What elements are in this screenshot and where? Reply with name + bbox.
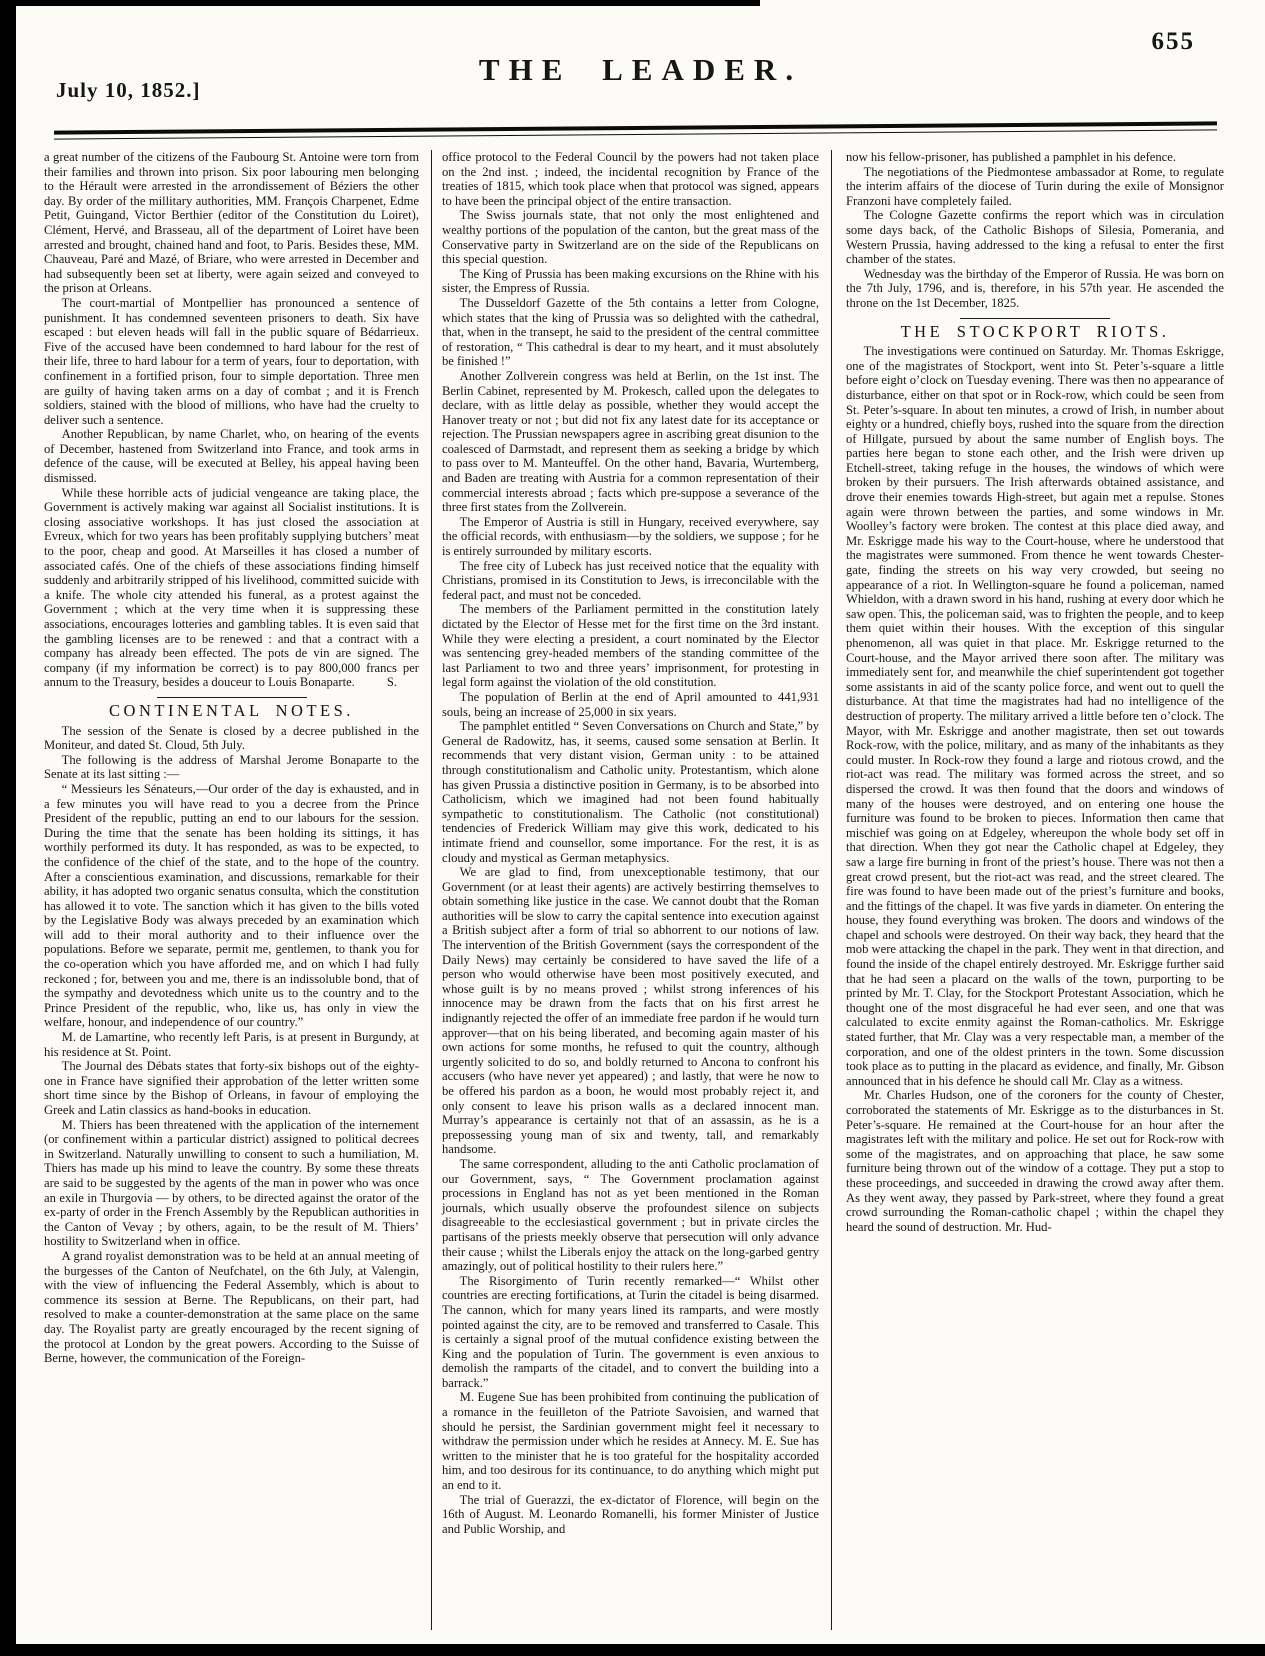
column-1: [40, 150, 432, 1630]
section-divider-rule: [157, 697, 307, 698]
paragraph: The population of Berlin at the end of April amounted to 441,931 souls, being an increase of 25,000 in six years.: [442, 689, 819, 719]
column-layout: [16, 150, 1265, 1630]
paragraph: Wednesday was the birthday of the Emperor of Russia. He was born on the 7th July, 1796, and is, therefore, in his 57th year. He ascended the throne on the 1st December, 1825.: [846, 266, 1224, 310]
masthead-title: THE LEADER.: [478, 52, 803, 87]
masthead-rule: [54, 121, 1217, 139]
scan-edge-left: [0, 0, 16, 1656]
paragraph: The Cologne Gazette confirms the report which was in circulation some days back, of the Catholic Bishops of Silesia, Pomerania, and Western Prussia, having addressed to the king a refusal to enter the first chamber of the states.: [846, 208, 1224, 267]
paragraph: The Risorgimento of Turin recently remarked—“ Whilst other countries are erecting fortifications, at Turin the citadel is being disarmed. The cannon, which for many years lined its ramparts, and were mostly pointed against the city, are to be removed and transferred to Casale. This is certainly a signal proof of the mutual confidence existing between the King and the population of Turin. The government is even anxious to demolish the ramparts of the citadel, and to convert the building into a barrack.”: [442, 1273, 819, 1390]
paragraph: The Dusseldorf Gazette of the 5th contains a letter from Cologne, which states that the king of Prussia was so delighted with the cathedral, that, when in the transept, he said to the president of the central committee of restoration, “ This cathedral is dear to my heart, and it must absolutely be finished !”: [442, 295, 819, 369]
column-2: [432, 150, 832, 1630]
section-divider-rule: [960, 318, 1110, 319]
paragraph: The Journal des Débats states that forty-six bishops out of the eighty-one in France have signified their approbation of the letter written some short time since by the Bishop of Orleans, in favour of employing the Greek and Latin classics as hand-books in education.: [44, 1059, 419, 1117]
paragraph: The members of the Parliament permitted in the constitution lately dictated by the Elector of Hesse met for the first time on the 3rd instant. While they were electing a president, a court nominated by the Elector was sentencing grey-headed members of the standing committee of the last Parliament to two and three years’ imprisonment, for protesting in legal form against the violation of the old constitution.: [442, 602, 819, 690]
paragraph: M. Thiers has been threatened with the application of the internement (or confinement within a particular district) assigned to political decrees in Switzerland. Naturally unwilling to consent to such a humiliation, M. Thiers has made up his mind to leave the country. By some these threats are said to be suggested by the agents of the man in power who was once an exile in Thurgovia — by others, to be directed against the orator of the ex-party of order in the French Assembly by the Republican authorities in the Canton of Vevay ; by others, again, to be the result of M. Thiers’ hostility to Switzerland when in office.: [44, 1117, 419, 1249]
masthead: [16, 0, 1265, 148]
paragraph: The investigations were continued on Saturday. Mr. Thomas Eskrigge, one of the magistrates of Stockport, went into St. Peter’s-square a little before eight o’clock on Tuesday evening. There was then no appearance of disturbance, either on that spot or in Rock-row, which could be seen from St. Peter’s-square. In about ten minutes, a crowd of Irish, in number about eighty or a hundred, chiefly boys, rushed into the square from the direction of Hillgate, pursued by about the same number of English boys. The parties here began to stone each other, and the Irish were driven up Etchell-street, taking refuge in the houses, the windows of which were broken by their pursuers. The Irish afterwards obtained assistance, and drove their enemies towards High-street, but again met a repulse. Stones again were thrown between the parties, and some windows in Mr. Woolley’s factory were broken. The contest at this place died away, and Mr. Eskrigge made his way to the Court-house, where he understood that the magistrates were summoned. From thence he went towards Chester-gate, finding the streets on his way very crowded, but seeing no appearance of a riot. In Wellington-square he found a policeman, named Whieldon, with a drawn sword in his hand, rushing at every door which he saw open. This, the policeman said, was to frighten the people, and to keep them quiet within their houses. With the exception of this singular phenomenon, all was quiet in that place. Mr. Eskrigge returned to the Court-house, and the Mayor arrived there soon after. The military was immediately sent for, and meanwhile the chief superintendent got together some assistants in aid of the scanty police force, and went out to quell the disturbance. At that time the magistrates had had no intelligence of the destruction of property. The military arrived a little before ten o’clock. The Mayor, with Mr. Eskrigge and another magistrate, then set out towards Rock-row, with the police, military, and as many of the inhabitants as they could muster. In Rock-row they found a large and riotous crowd, and the riot-act was read. The military was formed across the street, and so dispersed the crowd. It was then found that the doors and windows of many of the houses were destroyed, and on entering one house the furniture was found to be broken to pieces. Information then came that mischief was going on at Edgeley, whereupon the whole body set off in that direction. When they got near the Catholic chapel at Edgeley, they saw a large fire burning in front of the priest’s house. There was not then a great crowd present, but the riot-act was read, and the street cleared. The fire was found to have been made out of the priest’s furniture and books, and the fittings of the chapel. It was five yards in diameter. On entering the house, they found everything was broken. The doors and windows of the chapel and schools were destroyed. On their way back, they heard that the mob were attacking the chapel in the park. They went in that direction, and found the inside of the chapel entirely destroyed. Mr. Eskrigge further said that he had seen a placard on the walls of the town, purporting to be printed by Mr. T. Clay, for the Stockport Protestant Association, which he thought one of the most disgraceful he had ever seen, and one that was calculated to excite enmity against the Roman-catholics. Mr. Eskrigge stated further, that Mr. Clay was a very respectable man, a member of the corporation, and one of the oldest printers in the town. Some discussion took place as to putting in the placard as evidence, and finally, Mr. Gibson announced that in his defence he should call Mr. Clay as a witness.: [846, 344, 1224, 1088]
paragraph: “ Messieurs les Sénateurs,—Our order of the day is exhausted, and in a few minutes you will have read to you a decree from the Prince President of the republic, putting an end to our labours for the session. During the time that the senate has been holding its sittings, it has worthily performed its duty. It has responded, as was to be expected, to the confidence of the chief of the state, and to the hope of the country. After a conscientious examination, and discussions, remarkable for their ability, it has adopted two organic senatus consulta, which the constitution has allowed it to vote. The sanction which it has given to the bills voted by the Legislative Body was always preceded by an examination which will add to their moral authority and to their influence over the populations. Before we separate, permit me, gentlemen, to thank you for the co-operation which you have afforded me, and on which I had fully reckoned ; for, between you and me, there is an indissoluble bond, that of the sympathy and devotedness which unite us to the country and to the Prince President of the republic, who, like us, has only in view the welfare, honour, and independence of our country.”: [44, 781, 419, 1030]
paragraph: now his fellow-prisoner, has published a pamphlet in his defence.: [846, 150, 1177, 164]
paragraph: The session of the Senate is closed by a decree published in the Moniteur, and dated St. Cloud, 5th July.: [44, 723, 419, 753]
paragraph: Another Zollverein congress was held at Berlin, on the 1st inst. The Berlin Cabinet, represented by M. Prokesch, called upon the delegates to declare, with as little delay as possible, whether they would accept the Hanover treaty or not ; but did not fix any latest date for its acceptance or rejection. The Prussian newspapers agree in ascribing great disunion to the coalesced of Darmstadt, and represent them as seeking a bridge by which to pass over to M. Manteuffel. On the other hand, Bavaria, Wurtemberg, and Baden are treating with Austria for a common representation of their commercial interests abroad ; facts which pre-suppose a severance of the three first states from the Zollverein.: [442, 368, 819, 515]
paragraph: The King of Prussia has been making excursions on the Rhine with his sister, the Empress of Russia.: [442, 266, 819, 296]
section-heading-continental-notes: CONTINENTAL NOTES.: [109, 700, 354, 720]
paragraph: The Emperor of Austria is still in Hungary, received everywhere, say the official records, with enthusiasm—by the soldiers, we suppose ; for he is entirely surrounded by military escorts.: [442, 514, 819, 559]
paragraph: The negotiations of the Piedmontese ambassador at Rome, to regulate the interim affairs of the diocese of Turin during the exile of Monsignor Franzoni have completely failed.: [846, 164, 1224, 208]
paragraph: While these horrible acts of judicial vengeance are taking place, the Government is actively making war against all Socialist institutions. It is closing associative workshops. It has just closed the association at Evreux, which for two years has been profitably supplying butchers’ meat to the poor, cheap and good. At Marseilles it has closed a number of associated cafés. One of the chiefs of these associations finding himself suddenly and arbitrarily stripped of his livelihood, committed suicide with a knife. The whole city attended his funeral, as a protest against the Government ; which at the very time when it is suppressing these associations, encourages lotteries and gambling tables. It is even said that the gambling licenses are to be renewed : and that a contract with a company has already been effected. The pots de vin are signed. The company (if my information be correct) is to pay 800,000 francs per annum to the Treasury, besides a douceur to Louis Bonaparte.: [44, 485, 419, 690]
page-number: 655: [1151, 28, 1195, 55]
paragraph: We are glad to find, from unexceptionable testimony, that our Government (or at least their agents) are actively bestirring themselves to obtain something like justice in the case. We cannot doubt that the Roman authorities will be slow to carry the capital sentence into execution against a British subject after a form of trial so abhorrent to our notions of law. The intervention of the British Government (says the correspondent of the Daily News) may certainly be considered to have saved the life of a person who would otherwise have been most positively executed, and whose guilt is by no means proved ; whilst strong inferences of his innocence may be drawn from the facts that on his first arrest he indignantly rejected the offer of an immediate free pardon if he would turn approver—that on his being liberated, and becoming again master of his own actions for some months, he refused to quit the country, although urgently solicited to do so, and boldly returned to Ancona to confront his accusers (who have never yet appeared) ; and lastly, that were he now to be offered his pardon as a boon, he would most probably reject it, and only consent to leave his prison walls as a declared innocent man. Murray’s appearance is certainly not that of an assassin, as he is a prepossessing young man of six and twenty, tall, and remarkably handsome.: [442, 865, 819, 1157]
paragraph: Mr. Charles Hudson, one of the coroners for the county of Chester, corroborated the statements of Mr. Eskrigge as to the disturbances in St. Peter’s-square. He remained at the Court-house for an hour after the magistrates left with the military and police. He set out for Rock-row with some of the magistrates, and on approaching that place, he saw some furniture being thrown out of the window of a cottage. They put a stop to these proceedings, and succeeded in drawing the crowd away after them. As they went away, they passed by Park-street, where they found a great crowd surrounding the Roman-catholic chapel ; within the chapel they heard the sound of destruction. Mr. Hud-: [846, 1088, 1224, 1234]
paragraph: The pamphlet entitled “ Seven Conversations on Church and State,” by General de Radowitz, has, it seems, caused some sensation at Berlin. It recommends that very distant vision, German unity : to be attained through constitutionalism and Catholic unity. Protestantism, which alone has given Prussia a distinctive position in Germany, is to be absorbed into Catholicism, which we imagined had not been found habitually sympathetic to constitutionalism. The Catholic (not constitutional) tendencies of Frederick William may give this work, dedicated to his intimate friend and counsellor, some importance. For the rest, it is as cloudy and mystical as German metaphysics.: [442, 719, 819, 865]
paragraph: The trial of Guerazzi, the ex-dictator of Florence, will begin on the 16th of August. M. Leonardo Romanelli, his former Minister of Justice and Public Worship, and: [442, 1492, 819, 1536]
issue-date: July 10, 1852.]: [56, 78, 201, 102]
column-3: [832, 150, 1232, 1630]
correspondent-signature: S.: [386, 675, 397, 690]
paragraph: The free city of Lubeck has just received notice that the equality with Christians, promised in its Constitution to Jews, is irreconcilable with the federal pact, and must not be conceded.: [442, 558, 819, 602]
paragraph: Another Republican, by name Charlet, who, on hearing of the events of December, hastened from Switzerland into France, and took arms in defence of the cause, will be executed at Belley, his appeal having been dismissed.: [44, 427, 419, 486]
paragraph: M. Eugene Sue has been prohibited from continuing the publication of a romance in the feuilleton of the Patriote Savoisien, and warned that should he persist, the Sardinian government might feel it necessary to withdraw the permission under which he resides at Annecy. M. E. Sue has written to the minister that he is too grateful for the hospitality accorded him, and too desirous for its continuance, to do anything which might put an end to it.: [442, 1390, 819, 1493]
scan-edge-bottom: [0, 1644, 1265, 1656]
paragraph: M. de Lamartine, who recently left Paris, is at present in Burgundy, at his residence at St. Point.: [44, 1030, 419, 1059]
paragraph: A grand royalist demonstration was to be held at an annual meeting of the burgesses of the Canton of Neufchatel, on the 6th July, at Valengin, with the view of influencing the Federal Assembly, which is about to commence its session at Berne. The Republicans, on their part, had resolved to make a counter-demonstration at the same place on the same day. The Royalist party are greatly encouraged by the recent signing of the protocol at London by the great powers. According to the Suisse of Berne, however, the communication of the Foreign-: [44, 1248, 419, 1366]
paragraph: The following is the address of Marshal Jerome Bonaparte to the Senate at its last sitting :—: [44, 752, 419, 782]
paragraph: The court-martial of Montpellier has pronounced a sentence of punishment. It has condemned seventeen prisoners to death. Six have escaped : but eleven heads will fall in the public square of Bédarrieux. Five of the accused have been condemned to hard labour for the rest of their life, three to hard labour for a term of years, four to deportation, with confinement in a fortified prison, four to simple deportation. Three men are guilty of having taken arms on a day of combat ; and it is French soldiers, stained with the blood of millions, who have had the cruelty to deliver such a sentence.: [44, 295, 419, 427]
paragraph: a great number of the citizens of the Faubourg St. Antoine were torn from their families and thrown into prison. Six poor labouring men belonging to the Hérault were arrested in the arrondissement of Béziers the other day. By order of the millitary authorities, MM. François Charpenet, Edme Petit, Guingand, Victor Berthier (editor of the Constitution du Loiret), Clément, Hervé, and Brasseau, all of the department of Loiret have been arrested and brought, chained hand and foot, to Paris. Besides these, MM. Chauveau, Paré and Mazé, of Briare, who were arrested in December and had subsequently been set at liberty, were again seized and conveyed to the prison at Orleans.: [44, 150, 419, 296]
paragraph: office protocol to the Federal Council by the powers had not taken place on the 2nd inst. ; indeed, the incidental recognition by France of the treaties of 1815, which took place when that protocol was signed, appears to have been the principal object of the entire transaction.: [442, 150, 819, 208]
paragraph: The same correspondent, alluding to the anti Catholic proclamation of our Government, says, “ The Government proclamation against processions in England has not as yet been mentioned in the Roman journals, which usually observe the profoundest silence on subjects disagreeable to the ecclesiastical government ; but in private circles the partisans of the priests meekly observe that persecution will only advance their cause ; whilst the Liberals enjoy the attack on the long-garbed gentry amazingly, out of political hostility to their rulers here.”: [442, 1156, 819, 1274]
section-heading-stockport-riots: THE STOCKPORT RIOTS.: [900, 321, 1170, 341]
paragraph: The Swiss journals state, that not only the most enlightened and wealthy portions of the population of the canton, but the great mass of the Conservative party in Switzerland are on the side of the Republicans on this special question.: [442, 208, 819, 267]
